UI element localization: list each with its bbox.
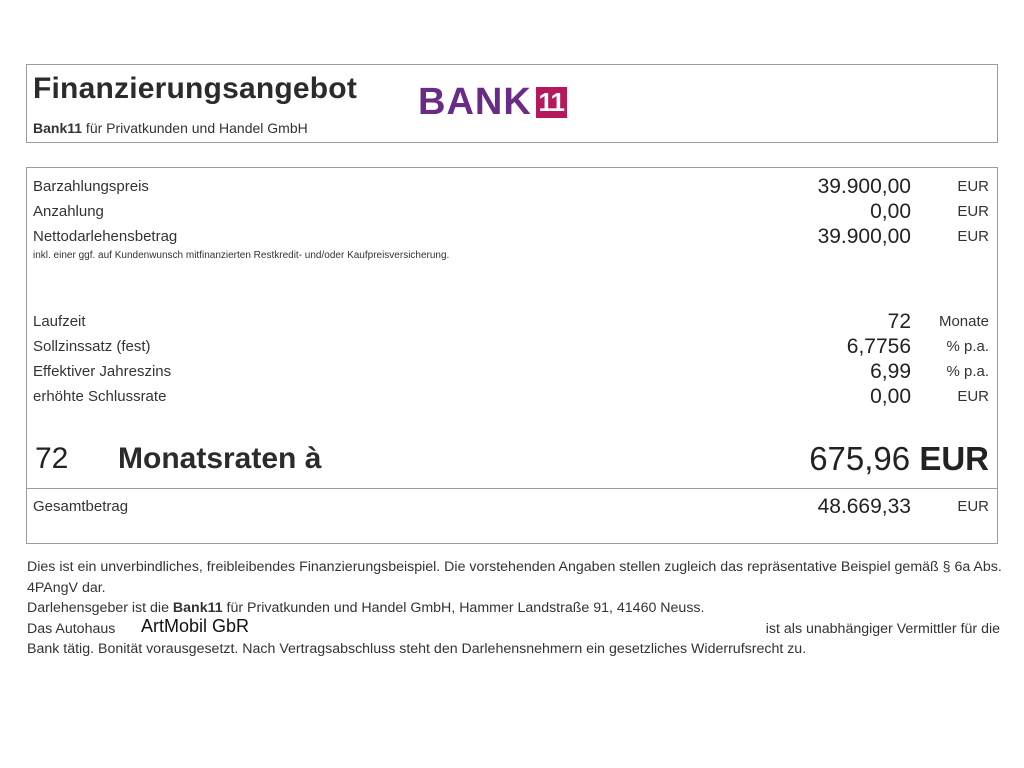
financing-details xyxy=(26,167,998,544)
row-gesamtbetrag xyxy=(27,495,997,522)
legal-footer xyxy=(27,557,1002,660)
row-value: 39.900,00 xyxy=(817,175,911,198)
footer-dealer-pre: Das Autohaus xyxy=(27,620,116,637)
row-unit: EUR xyxy=(957,203,989,220)
row-unit: EUR xyxy=(957,178,989,195)
row-value: 0,00 xyxy=(870,385,911,408)
lender-subtitle xyxy=(33,120,308,136)
row-unit: % p.a. xyxy=(946,338,989,355)
row-unit: EUR xyxy=(957,498,989,515)
logo-badge: 11 xyxy=(536,87,567,118)
row-value: 0,00 xyxy=(870,200,911,223)
row-unit: EUR xyxy=(957,228,989,245)
row-value: 39.900,00 xyxy=(817,225,911,248)
page-title: Finanzierungsangebot xyxy=(33,72,358,105)
row-barzahlungspreis xyxy=(27,175,997,202)
row-unit: Monate xyxy=(938,313,989,330)
row-label: Sollzinssatz (fest) xyxy=(33,338,151,355)
row-label: Anzahlung xyxy=(33,203,104,220)
row-effektiver-jahreszins xyxy=(27,360,997,387)
monthly-label: Monatsraten à xyxy=(118,442,322,475)
monthly-amount-value: 675,96 xyxy=(809,440,911,477)
row-value: 72 xyxy=(887,310,911,333)
dealer-name: ArtMobil GbR xyxy=(141,615,250,636)
row-anzahlung xyxy=(27,200,997,227)
monthly-count: 72 xyxy=(35,442,69,475)
row-value: 6,7756 xyxy=(846,335,911,358)
monthly-currency: EUR xyxy=(919,440,989,477)
row-laufzeit xyxy=(27,310,997,337)
row-value: 6,99 xyxy=(870,360,911,383)
row-label: Gesamtbetrag xyxy=(33,498,129,515)
row-value: 48.669,33 xyxy=(817,495,911,518)
footer-dealer-post: ist als unabhängiger Vermittler für die xyxy=(765,620,1000,637)
footer-lender-bank: Bank11 xyxy=(172,600,223,616)
footer-lender-post: für Privatkunden und Handel GmbH, Hammer Landstraße 91, 41460 Neuss. xyxy=(222,600,705,616)
footer-withdrawal: Bank tätig. Bonität vorausgesetzt. Nach Vertragsabschluss steht den Darlehensnehmern ein gesetzliches Widerrufsrecht zu. xyxy=(27,641,807,657)
row-unit: % p.a. xyxy=(946,363,989,380)
logo-wordmark: BANK xyxy=(418,81,532,123)
row-sollzinssatz xyxy=(27,335,997,362)
row-schlussrate xyxy=(27,385,997,412)
bank11-logo xyxy=(418,83,567,121)
divider xyxy=(27,488,997,489)
footer-dealer-line xyxy=(27,615,1002,640)
lender-name-rest: für Privatkunden und Handel GmbH xyxy=(82,120,308,136)
monthly-rate-row xyxy=(27,442,997,482)
monthly-amount xyxy=(809,440,989,478)
row-unit: EUR xyxy=(957,388,989,405)
footer-lender-pre: Darlehensgeber ist die xyxy=(27,600,173,616)
row-label: erhöhte Schlussrate xyxy=(33,388,167,405)
row-label: Effektiver Jahreszins xyxy=(33,363,172,380)
offer-header xyxy=(26,64,998,143)
row-label: Laufzeit xyxy=(33,313,86,330)
lender-name: Bank11 xyxy=(33,120,83,136)
row-label: Barzahlungspreis xyxy=(33,178,149,195)
row-label: Nettodarlehensbetrag xyxy=(33,228,178,245)
footer-disclaimer: Dies ist ein unverbindliches, freibleibendes Finanzierungsbeispiel. Die vorstehenden Angaben stellen zugleich das repräsentative Beispiel gemäß § 6a Abs. 4PAngV dar. xyxy=(27,559,1002,596)
insurance-note: inkl. einer ggf. auf Kundenwunsch mitfinanzierten Restkredit- und/oder Kaufpreisversicherung. xyxy=(33,250,450,261)
